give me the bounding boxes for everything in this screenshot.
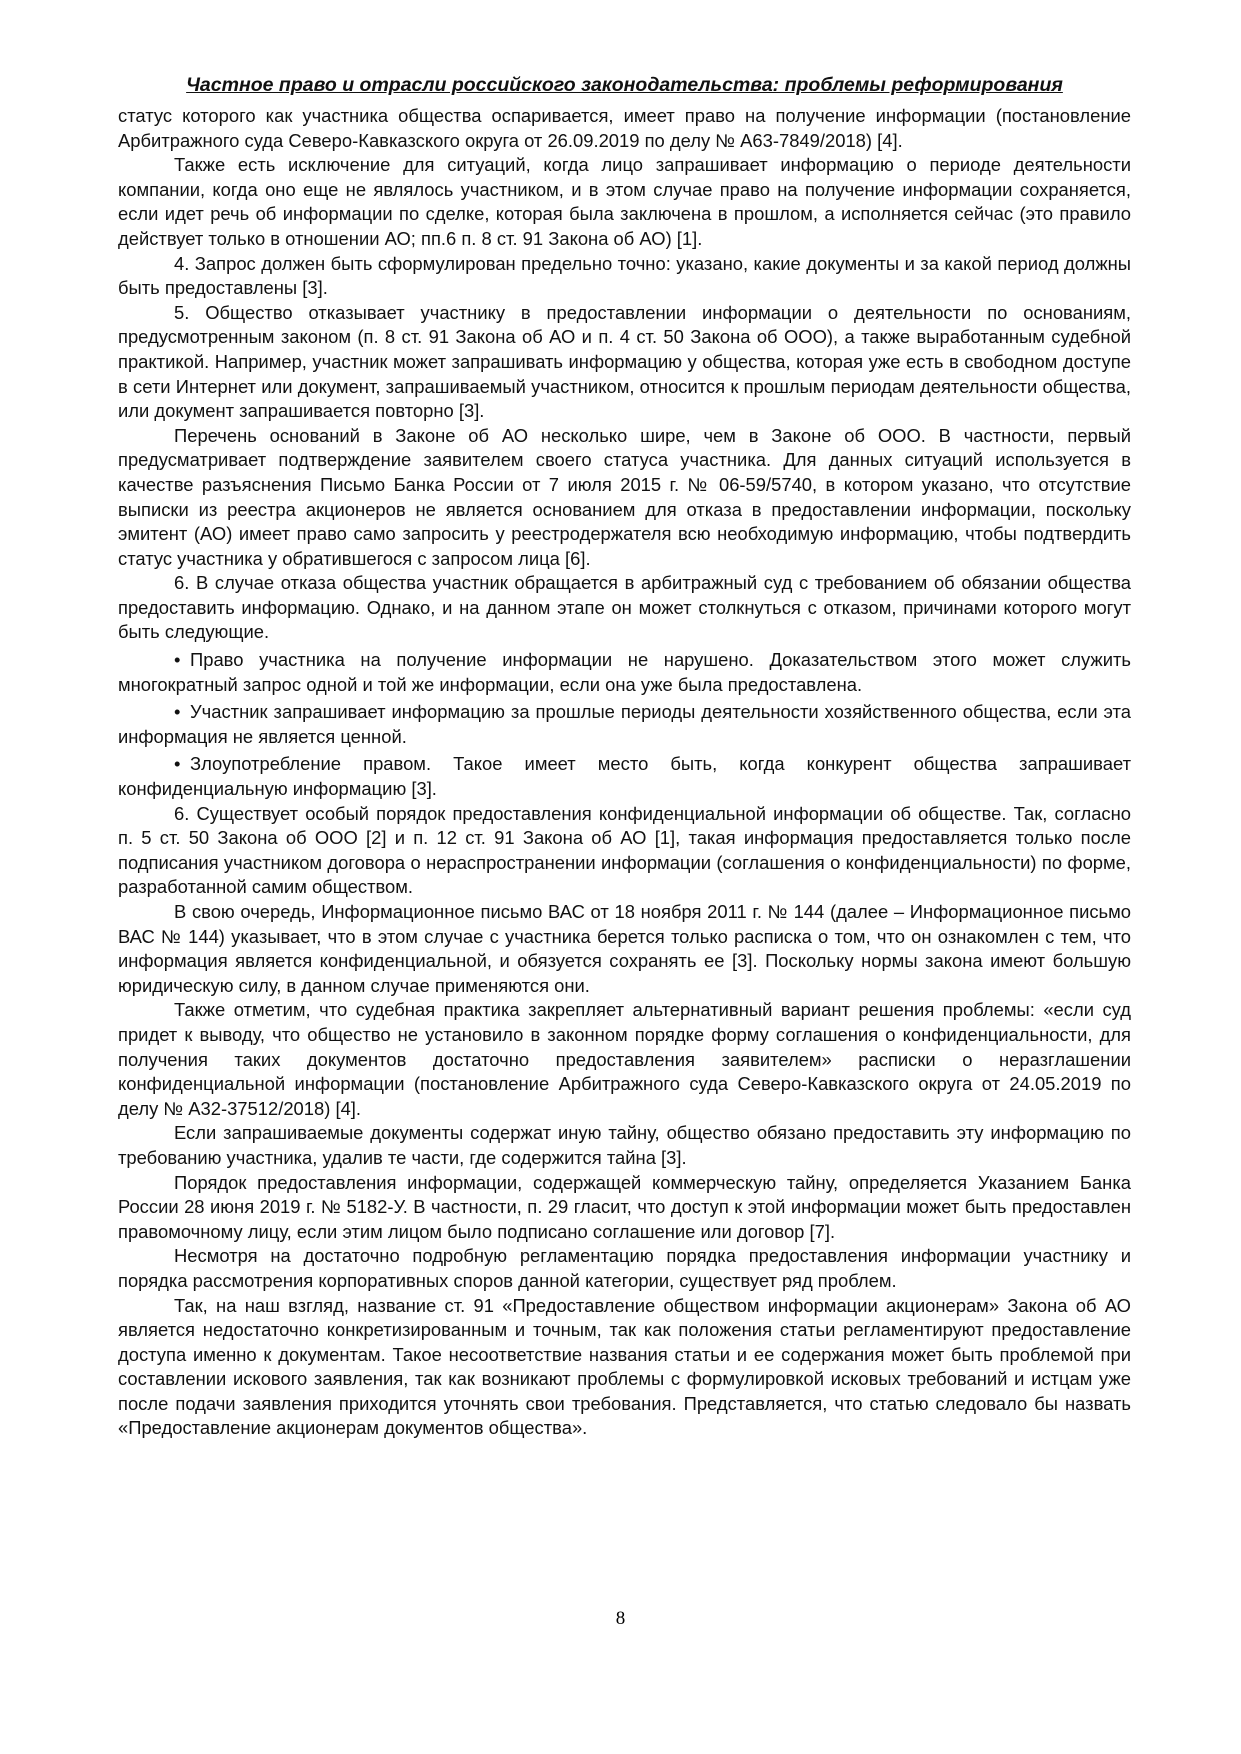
paragraph: Также есть исключение для ситуаций, когда лицо запрашивает информацию о периоде деятельности компании, когда оно еще не являлось участником, и в этом случае право на получение информации сохраняется, если идет речь об информации по сделке, которая была заключена в прошлом, а исполняется сейчас (это правило действует только в отношении АО; пп.6 п. 8 ст. 91 Закона об АО) [1]. (118, 154, 1131, 249)
bullet-text: Право участника на получение информации не нарушено. Доказательством этого может служить многократный запрос одной и той же информации, если она уже была предоставлена. (118, 649, 1131, 695)
bullet-text: Участник запрашивает информацию за прошлые периоды деятельности хозяйственного общества, если эта информация не является ценной. (118, 701, 1131, 747)
paragraph: Порядок предоставления информации, содержащей коммерческую тайну, определяется Указанием Банка России 28 июня 2019 г. № 5182-У. В частности, п. 29 гласит, что доступ к этой информации может быть предоставлен правомочному лицу, если этим лицом было подписано соглашение или договор [7]. (118, 1171, 1131, 1242)
running-header: Частное право и отрасли российского законодательства: проблемы реформирования (186, 74, 1063, 96)
paragraph: 6. Существует особый порядок предоставления конфиденциальной информации об обществе. Так, согласно п. 5 ст. 50 Закона об ООО [2] и п. 12 ст. 91 Закона об АО [1], такая информация предоставляется только после подписания участником договора о нераспространении информации (соглашения о конфиденциальности) по форме, разработанной самим обществом. (118, 802, 1131, 898)
paragraph: статус которого как участника общества оспаривается, имеет право на получение информации (постановление Арбитражного суда Северо-Кавказского округа от 26.09.2019 по делу № А63-7849/2018) [4]. (118, 105, 1131, 151)
bullet-icon: • (174, 753, 181, 775)
paragraph: Перечень оснований в Законе об АО несколько шире, чем в Законе об ООО. В частности, первый предусматривает подтверждение заявителем своего статуса участника. Для данных ситуаций используется в качестве разъяснения Письмо Банка России от 7 июля 2015 г. № 06-59/5740, в котором указано, что отсутствие выписки из реестра акционеров не является основанием для отказа в предоставлении информации, поскольку эмитент (АО) имеет право само запросить у реестродержателя всю необходимую информацию, чтобы подтвердить статус участника у обратившегося с запросом лица [6]. (118, 424, 1131, 569)
bullet-item (118, 700, 1131, 749)
bullet-item (118, 648, 1131, 697)
paragraph: Несмотря на достаточно подробную регламентацию порядка предоставления информации участнику и порядка рассмотрения корпоративных споров данной категории, существует ряд проблем. (118, 1245, 1131, 1291)
bullet-text: Злоупотребление правом. Такое имеет место быть, когда конкурент общества запрашивает конфиденциальную информацию [3]. (118, 753, 1131, 800)
paragraph: 6. В случае отказа общества участник обращается в арбитражный суд с требованием об обязании общества предоставить информацию. Однако, и на данном этапе он может столкнуться с отказом, причинами которого могут быть следующие. (118, 572, 1131, 643)
body-text (118, 104, 1131, 1441)
paragraph: Если запрашиваемые документы содержат иную тайну, общество обязано предоставить эту информацию по требованию участника, удалив те части, где содержится тайна [3]. (118, 1122, 1131, 1168)
paragraph: Также отметим, что судебная практика закрепляет альтернативный вариант решения проблемы: «если суд придет к выводу, что общество не установило в законном порядке форму соглашения о конфиденциальности, для получения таких документов достаточно предоставления заявителем» расписки о неразглашении конфиденциальной информации (постановление Арбитражного суда Северо-Кавказского округа от 24.05.2019 по делу № А32-37512/2018) [4]. (118, 999, 1131, 1119)
paragraph: 4. Запрос должен быть сформулирован предельно точно: указано, какие документы и за какой период должны быть предоставлены [3]. (118, 252, 1131, 299)
page-number: 8 (615, 1608, 626, 1629)
paragraph: 5. Общество отказывает участнику в предоставлении информации о деятельности по основаниям, предусмотренным законом (п. 8 ст. 91 Закона об АО и п. 4 ст. 50 Закона об ООО), а также выработанным судебной практикой. Например, участник может запрашивать информацию у общества, которая уже есть в свободном доступе в сети Интернет или документ, запрашиваемый участником, относится к прошлым периодам деятельности общества, или документ запрашивается повторно [3]. (118, 301, 1131, 422)
bullet-icon: • (174, 649, 181, 671)
paragraph: Так, на наш взгляд, название ст. 91 «Предоставление обществом информации акционерам» Закона об АО является недостаточно конкретизированным и точным, так как положения статьи регламентируют предоставление доступа именно к документам. Такое несоответствие названия статьи и ее содержания может быть проблемой при составлении искового заявления, так как возникают проблемы с формулировкой исковых требований и истцам уже после подачи заявления приходится уточнять свои требования. Представляется, что статью следовало бы назвать «Предоставление акционерам документов общества». (118, 1294, 1131, 1439)
bullet-icon: • (174, 701, 181, 723)
paragraph: В свою очередь, Информационное письмо ВАС от 18 ноября 2011 г. № 144 (далее – Информационное письмо ВАС № 144) указывает, что в этом случае с участника берется только расписка о том, что он ознакомлен с тем, что информация является конфиденциальной, и обязуется сохранять ее [3]. Поскольку нормы закона имеют большую юридическую силу, в данном случае применяются они. (118, 901, 1131, 996)
bullet-item (118, 752, 1131, 801)
